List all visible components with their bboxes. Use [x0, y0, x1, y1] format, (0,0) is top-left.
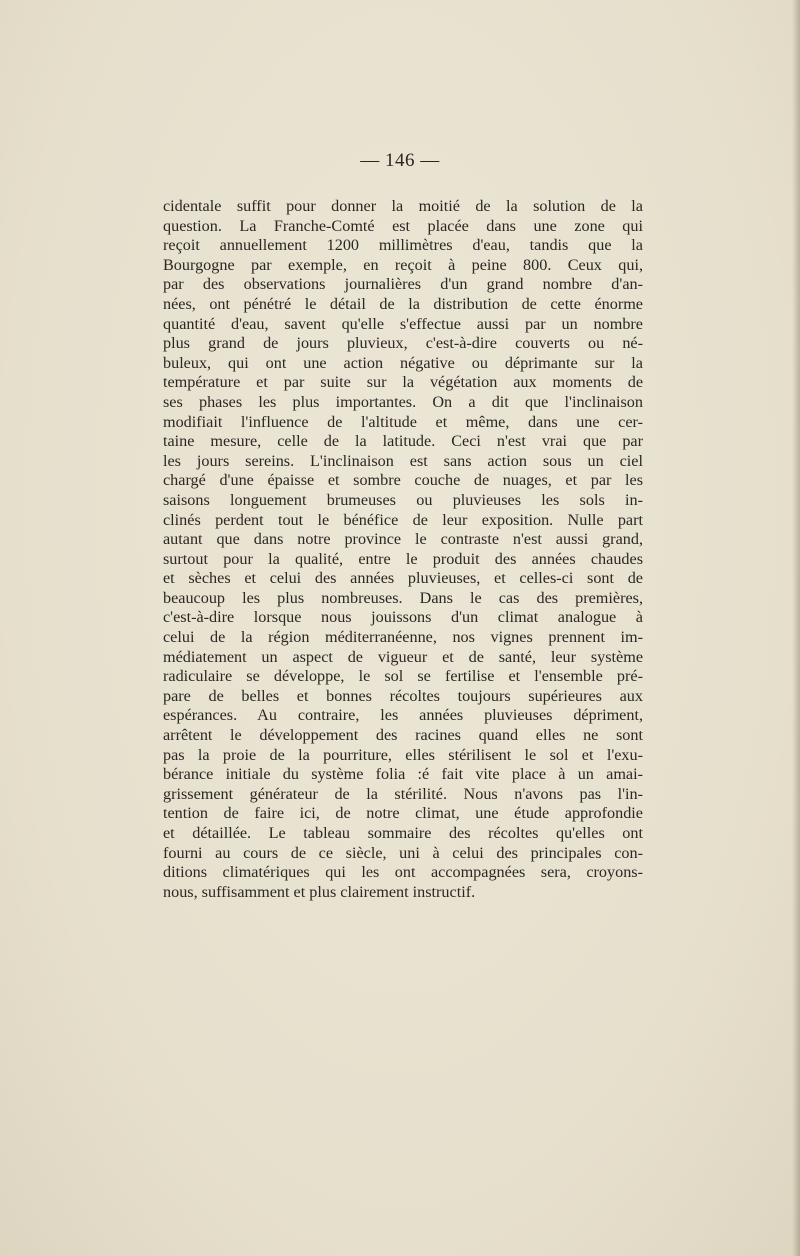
text-line: question. La Franche-Comté est placée dans une zone qui: [163, 216, 643, 235]
text-line: température et par suite sur la végétation aux moments de: [163, 373, 643, 392]
text-line: nées, ont pénétré le détail de la distribution de cette énorme: [163, 294, 643, 313]
text-line: médiatement un aspect de vigueur et de santé, leur système: [163, 647, 643, 666]
text-line: les jours sereins. L'inclinaison est sans action sous un ciel: [163, 451, 643, 470]
text-line: autant que dans notre province le contraste n'est aussi grand,: [163, 530, 643, 549]
text-line: c'est-à-dire lorsque nous jouissons d'un climat analogue à: [163, 608, 643, 627]
text-line: et sèches et celui des années pluvieuses, et celles-ci sont de: [163, 569, 643, 588]
text-line: buleux, qui ont une action négative ou déprimante sur la: [163, 353, 643, 372]
text-line: celui de la région méditerranéenne, nos vignes prennent im-: [163, 628, 643, 647]
text-line: quantité d'eau, savent qu'elle s'effectue aussi par un nombre: [163, 314, 643, 333]
text-line: taine mesure, celle de la latitude. Ceci n'est vrai que par: [163, 432, 643, 451]
text-line: grissement générateur de la stérilité. Nous n'avons pas l'in-: [163, 784, 643, 803]
text-line: arrêtent le développement des racines quand elles ne sont: [163, 726, 643, 745]
text-line: ditions climatériques qui les ont accompagnées sera, croyons-: [163, 863, 643, 882]
text-line: nous, suffisamment et plus clairement instructif.: [163, 882, 476, 901]
text-line: beaucoup les plus nombreuses. Dans le cas des premières,: [163, 588, 643, 607]
text-line: pas la proie de la pourriture, elles stérilisent le sol et l'exu-: [163, 745, 643, 764]
page-number: — 146 —: [360, 150, 440, 171]
text-line: Bourgogne par exemple, en reçoit à peine 800. Ceux qui,: [163, 255, 643, 274]
text-line: reçoit annuellement 1200 millimètres d'eau, tandis que la: [163, 236, 643, 255]
text-line: tention de faire ici, de notre climat, une étude approfondie: [163, 804, 643, 823]
text-line: chargé d'une épaisse et sombre couche de nuages, et par les: [163, 471, 643, 490]
page-edge-shadow: [792, 0, 800, 1256]
text-line: bérance initiale du système folia :é fait vite place à un amai-: [163, 765, 643, 784]
text-line: saisons longuement brumeuses ou pluvieuses les sols in-: [163, 490, 643, 509]
text-line: par des observations journalières d'un grand nombre d'an-: [163, 275, 643, 294]
text-line: pare de belles et bonnes récoltes toujours supérieures aux: [163, 686, 643, 705]
text-line: modifiait l'influence de l'altitude et même, dans une cer-: [163, 412, 643, 431]
text-line: espérances. Au contraire, les années pluvieuses dépriment,: [163, 706, 643, 725]
text-line: fourni au cours de ce siècle, uni à celui des principales con-: [163, 843, 643, 862]
text-line: clinés perdent tout le bénéfice de leur exposition. Nulle part: [163, 510, 643, 529]
text-line: surtout pour la qualité, entre le produit des années chaudes: [163, 549, 643, 568]
text-line: plus grand de jours pluvieux, c'est-à-dire couverts ou né-: [163, 334, 643, 353]
text-line: et détaillée. Le tableau sommaire des récoltes qu'elles ont: [163, 824, 643, 842]
text-line: ses phases les plus importantes. On a dit que l'inclinaison: [163, 392, 643, 411]
text-line: radiculaire se développe, le sol se fertilise et l'ensemble pré-: [163, 667, 643, 686]
body-text: [163, 197, 643, 902]
text-line: cidentale suffit pour donner la moitié de la solution de la: [163, 197, 643, 215]
